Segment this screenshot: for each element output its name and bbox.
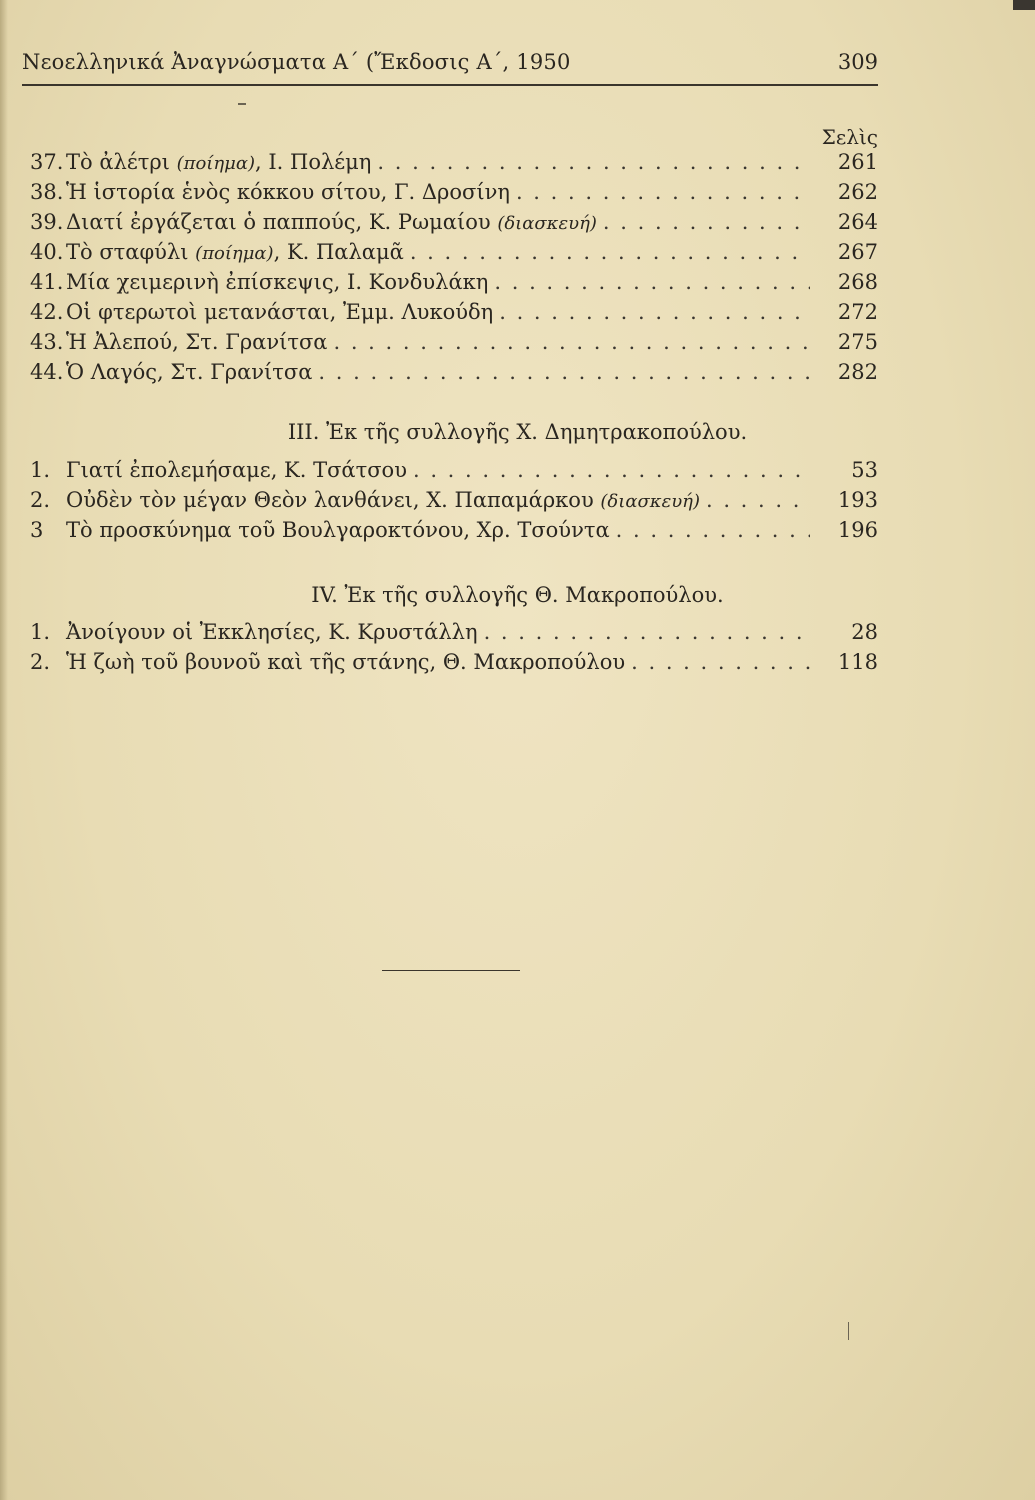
entry-page: 262 (837, 180, 878, 204)
entry-number: 2. (30, 650, 51, 674)
toc-entry (30, 150, 878, 180)
running-header (22, 48, 878, 86)
entry-title: Γιατί ἐπολεμήσαμε, Κ. Τσάτσου (66, 458, 407, 482)
section-iii-title: ΙΙΙ. Ἐκ τῆς συλλογῆς Χ. Δημητρακοπούλου. (287, 420, 748, 444)
entry-number: 2. (30, 488, 51, 512)
corner-mark (1013, 0, 1035, 10)
entry-page: 28 (851, 620, 878, 644)
leader-dots (494, 270, 810, 294)
leader-dots (318, 360, 810, 384)
entry-page: 267 (837, 240, 878, 264)
entry-title: Οἱ φτερωτοὶ μετανάσται, Ἐμμ. Λυκούδη (66, 300, 494, 324)
leader-dots (603, 210, 810, 234)
leader-dots (616, 518, 810, 542)
leader-dots (631, 650, 810, 674)
entry-number: 3 (30, 518, 44, 542)
header-title: Νεοελληνικά Ἀναγνώσματα Α΄ (Ἔκδοσις Α΄, 1950 (22, 50, 571, 74)
entry-number: 40. (30, 240, 64, 264)
toc-entry (30, 488, 878, 518)
entry-title: Ἀνοίγουν οἱ Ἐκκλησίες, Κ. Κρυστάλλη (66, 620, 478, 644)
entry-number: 37. (30, 150, 64, 174)
section-iv-title: ΙV. Ἐκ τῆς συλλογῆς Θ. Μακροπούλου. (311, 583, 724, 607)
entry-title: Τὸ ἀλέτρι (ποίημα), Ι. Πολέμη (66, 150, 372, 174)
entry-page: 261 (837, 150, 878, 174)
entry-page: 193 (837, 488, 878, 512)
entry-page: 282 (837, 360, 878, 384)
entry-number: 1. (30, 620, 51, 644)
entry-number: 42. (30, 300, 64, 324)
toc-entry (30, 270, 878, 300)
toc-entry (30, 650, 878, 680)
entry-number: 38. (30, 180, 64, 204)
leader-dots (516, 180, 810, 204)
toc-entry (30, 330, 878, 360)
closing-rule (382, 970, 520, 971)
leader-dots (499, 300, 810, 324)
entry-title: Οὐδὲν τὸν μέγαν Θεὸν λανθάνει, Χ. Παπαμάρκου (διασκευή) (66, 488, 700, 512)
entry-title: Ἡ Ἀλεπού, Στ. Γρανίτσα (66, 330, 328, 354)
entry-number: 1. (30, 458, 51, 482)
entry-page: 53 (851, 458, 878, 482)
toc-entry (30, 518, 878, 548)
entry-page: 118 (837, 650, 878, 674)
entry-page: 264 (837, 210, 878, 234)
entry-page: 275 (837, 330, 878, 354)
toc-entry (30, 180, 878, 210)
entry-page: 196 (837, 518, 878, 542)
leader-dots (484, 620, 810, 644)
print-speck (848, 1322, 849, 1340)
entry-page: 268 (837, 270, 878, 294)
entry-title: Τὸ σταφύλι (ποίημα), Κ. Παλαμᾶ (66, 240, 404, 264)
leader-dots (413, 458, 810, 482)
print-speck (238, 103, 246, 105)
page-edge-shadow (0, 0, 8, 1500)
toc-entry (30, 210, 878, 240)
entry-title: Ἡ ἱστορία ἑνὸς κόκκου σίτου, Γ. Δροσίνη (66, 180, 510, 204)
toc-entry (30, 300, 878, 330)
entry-number: 41. (30, 270, 64, 294)
leader-dots (410, 240, 810, 264)
entry-title: Μία χειμερινὴ ἐπίσκεψις, Ι. Κονδυλάκη (66, 270, 489, 294)
leader-dots (333, 330, 810, 354)
entry-title: Διατί ἐργάζεται ὁ παππούς, Κ. Ρωμαίου (διασκευή) (66, 210, 597, 234)
entry-number: 43. (30, 330, 64, 354)
entry-number: 44. (30, 360, 64, 384)
entry-title: Τὸ προσκύνημα τοῦ Βουλγαροκτόνου, Χρ. Τσούντα (66, 518, 610, 542)
toc-entry (30, 240, 878, 270)
leader-dots (377, 150, 810, 174)
toc-entry (30, 360, 878, 390)
toc-entry (30, 620, 878, 650)
entry-page: 272 (837, 300, 878, 324)
leader-dots (706, 488, 810, 512)
toc-entry (30, 458, 878, 488)
entry-number: 39. (30, 210, 64, 234)
entry-title: Ὁ Λαγός, Στ. Γρανίτσα (66, 360, 313, 384)
entry-title: Ἡ ζωὴ τοῦ βουνοῦ καὶ τῆς στάνης, Θ. Μακροπούλου (66, 650, 626, 674)
header-page-number: 309 (837, 50, 878, 74)
page-column-heading: Σελὶς (821, 125, 878, 149)
